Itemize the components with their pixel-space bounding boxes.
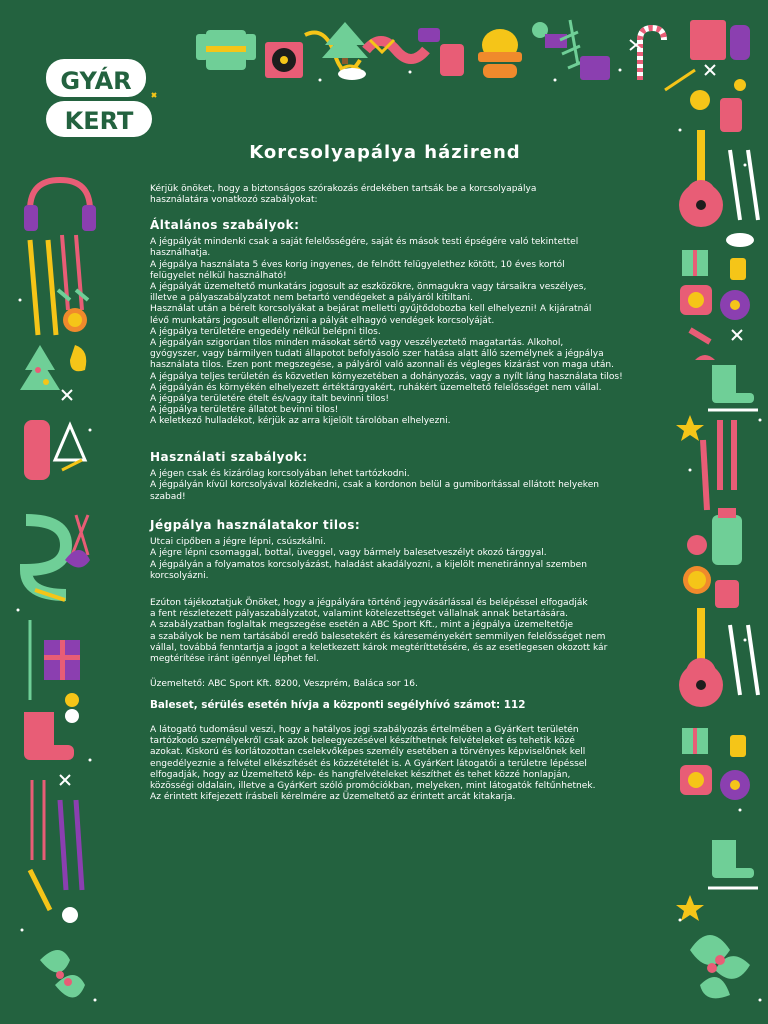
text-line: Az érintett kifejezett írásbeli kérelmére az Üzemeltető az érintett arcát kitakarja. (150, 792, 516, 803)
page-title: Korcsolyapálya házirend (249, 142, 521, 163)
text-line: A jégpálya területére engedély nélkül belépni tilos. (150, 326, 381, 337)
text-line: A szabályzatban foglaltak megszegése esetén a ABC Sport Kft., mint a jégpálya üzemeltetője (150, 620, 574, 631)
text-line: Ezúton tájékoztatjuk Önöket, hogy a jégpályára történő jegyvásárlással és belépéssel elfogadják (150, 598, 588, 608)
ski-icon-left (30, 240, 56, 335)
star-icon (676, 415, 704, 441)
text-line: megtérítése iránt igénnyel léphet fel. (150, 654, 319, 665)
usage-rules-list (150, 469, 620, 503)
privacy-text (150, 725, 620, 803)
guitar-icon (679, 130, 723, 227)
thermos-icon (712, 515, 742, 565)
text-line: felügyelet nélkül használható! (150, 270, 287, 281)
text-line: A látogató tudomásul veszi, hogy a hatályos jogi szabályozás értelmében a GyárKert területén (150, 725, 579, 735)
thermos-icon-left (24, 420, 50, 480)
headphones-icon (24, 180, 96, 231)
svg-text:GYÁR: GYÁR (60, 67, 132, 95)
guitar-icon-2 (679, 608, 723, 707)
lantern-icon (730, 258, 746, 280)
text-line: illetve a pályaszabályzatot nem betartó vendégeket a pályáról kitiltani. (150, 293, 473, 304)
intro-text: Kérjük önöket, hogy a biztonságos szórakozás érdekében tartsák be a korcsolyapálya használatára vonatkozó szabályokat: (150, 184, 537, 206)
text-line: A jégpályán a folyamatos korcsolyázást, haladást akadályozni, a kijelölt menetiránnyal szemben (150, 559, 587, 570)
text-line: a szabályok be nem tartásából eredő balesetekért és káreseményekért semmilyen felelősséget nem (150, 631, 606, 642)
text-line: A keletkező hulladékot, kérjük az arra kijelölt tárolóban elhelyezni. (150, 416, 451, 427)
gyarkert-logo (40, 45, 160, 145)
goggles-icon (483, 64, 517, 78)
text-line: korcsolyázni. (150, 570, 209, 581)
text-line: Használat után a bérelt korcsolyákat a bejárat melletti gyűjtődobozba kell elhelyezni! A kijáratnál (150, 304, 592, 315)
scarf-icon-left (26, 520, 66, 595)
text-line: A jégpálya területére állatot bevinni tilos! (150, 405, 339, 416)
text-line: a fent részletezett pályaszabályzatot, valamint kötelezettséget vállalnak annak betartására. (150, 609, 569, 620)
forbidden-section (150, 520, 620, 582)
pine-tree-icon (322, 22, 368, 64)
triangle-icon (55, 425, 85, 460)
usage-rules-heading: Használati szabályok: (150, 450, 308, 464)
svg-text:KERT: KERT (64, 107, 134, 135)
christmas-tree-icon (20, 345, 60, 390)
text-line: elfogadják, hogy az Üzemeltető kép- és hangfelvételeket készíthet és tehet közzé honlapján, (150, 769, 571, 780)
gift-icon-left (44, 640, 80, 680)
tape-icon (532, 22, 567, 48)
text-line: lévő munkatárs jogosult ellenőrizni a pályát elhagyó vendégek korcsolyáját. (150, 315, 495, 326)
general-rules-section (150, 218, 623, 428)
candy-cane-icon (640, 28, 664, 80)
general-rules-heading: Általános szabályok: (150, 218, 300, 232)
ski-icon (730, 150, 758, 220)
text-line: A jégre lépni csomaggal, bottal, üveggel, vagy bármely balesetveszélyt okozó tárggyal. (150, 548, 547, 559)
text-line: gyógyszer, vagy bármilyen tudati állapotot befolyásoló szer hatása alatt álló személynek a jégpálya (150, 349, 604, 360)
stocking-icon (690, 20, 750, 60)
text-line: azokat. Kiskorú és korlátozottan cselekvőképes személy esetében a törvényes képviselőnek kell (150, 747, 586, 758)
gift-icon (682, 250, 708, 276)
skate-icon (708, 365, 758, 410)
text-line: A jégpályán és környékén elhelyezett értéktárgyakért, ruhákért üzemeltető felelősséget nem vállal. (150, 382, 602, 393)
notice-text (150, 598, 620, 665)
operator-info: Üzemeltető: ABC Sport Kft. 8200, Veszprém, Baláca sor 16. (150, 679, 418, 689)
trumpet-icon (665, 70, 695, 90)
text-line: A jégpályán kívül korcsolyával közlekedni, csak a kordonon belül a gumiborítással ellátott helyeken (150, 480, 600, 491)
text-line: A jégpálya használata 5 éves korig ingyenes, de felnőtt felügyelethez kötött, 10 éves kortól (150, 259, 565, 270)
cloud-icon (338, 68, 366, 80)
text-line: A jégpályát üzemeltető munkatárs jogosult az eszközökre, önmagukra vagy társaikra veszélyes, (150, 282, 587, 293)
bag-icon (580, 56, 610, 80)
text-line: A jégen csak és kizárólag korcsolyában lehet tartózkodni. (150, 469, 410, 480)
hat-icon (478, 29, 522, 62)
chick-icon (70, 345, 86, 371)
emergency-number: Baleset, sérülés esetén hívja a központi segélyhívó számot: 112 (150, 699, 526, 711)
usage-rules-section (150, 452, 620, 503)
text-line: engedélyeznie a felvétel elkészítését és közzétételét is. A GyárKert látogatói a területre lépéssel (150, 758, 587, 769)
forbidden-heading: Jégpálya használatakor tilos: (150, 518, 361, 532)
text-line: tartózkodó személyekről csak azok beleegyezésével készíthetnek felvételeket és tehetik közé (150, 736, 575, 747)
sweater-icon (196, 30, 256, 70)
text-line: A jégpálya teljes területén és közvetlen környezetében a dohányozás, vagy a nyílt láng használata tilos! (150, 371, 623, 382)
holly-icon (690, 935, 750, 998)
text-line: szabad! (150, 491, 186, 502)
record-player-icon (265, 42, 303, 78)
general-rules-list (150, 237, 623, 427)
text-line: használata tilos. Ezen pont megszegése, a pályáról való azonnali és végleges kizárást von maga után. (150, 360, 614, 371)
text-line: A jégpálya területére ételt és/vagy italt bevinni tilos! (150, 394, 390, 405)
text-line: közösségi oldalain, illetve a GyárKert szóló promóciókban, melyeken, mint látogatók feltűnhetnek. (150, 781, 596, 792)
text-line: Utcai cipőben a jégre lépni, csúszkálni. (150, 537, 326, 548)
forbidden-list (150, 537, 620, 582)
bird-icon (687, 535, 707, 555)
text-line: A jégpályát mindenki csak a saját felelősségére, saját és mások testi épségére való tekintettel (150, 237, 579, 248)
text-line: A jégpályán szigorúan tilos minden másokat sértő vagy veszélyeztető magatartás. Alkohol, (150, 338, 564, 349)
text-line: vállal, továbbá fenntartja a jogot a keletkezett károk megtéríttetésére, és az esetlegesen okozott kár (150, 642, 608, 653)
twig-icon (570, 20, 578, 65)
mug-icon (720, 98, 742, 132)
text-line: használhatja. (150, 248, 211, 259)
